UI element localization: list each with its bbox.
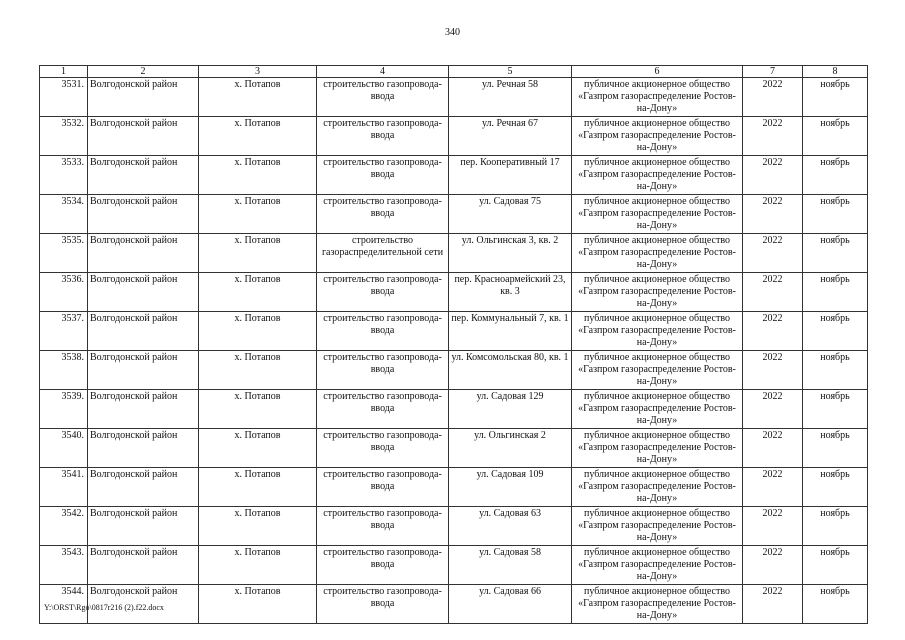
table-row xyxy=(40,429,868,468)
organization-cell: публичное акционерное общество «Газпром газораспределение Ростов-на-Дону» xyxy=(572,195,743,234)
address-cell: ул. Садовая 129 xyxy=(449,390,572,429)
work-type-cell: строительство газопровода-ввода xyxy=(317,78,449,117)
organization-cell: публичное акционерное общество «Газпром газораспределение Ростов-на-Дону» xyxy=(572,312,743,351)
column-number: 6 xyxy=(572,66,743,78)
address-cell: ул. Садовая 109 xyxy=(449,468,572,507)
row-number-cell: 3543. xyxy=(40,546,88,585)
address-cell: ул. Садовая 63 xyxy=(449,507,572,546)
organization-cell: публичное акционерное общество «Газпром газораспределение Ростов-на-Дону» xyxy=(572,468,743,507)
column-number: 2 xyxy=(88,66,199,78)
column-number: 8 xyxy=(803,66,868,78)
work-type-cell: строительство газопровода-ввода xyxy=(317,390,449,429)
address-cell: ул. Садовая 58 xyxy=(449,546,572,585)
work-type-cell: строительство газопровода-ввода xyxy=(317,273,449,312)
organization-cell: публичное акционерное общество «Газпром газораспределение Ростов-на-Дону» xyxy=(572,585,743,624)
address-cell: ул. Ольгинская 3, кв. 2 xyxy=(449,234,572,273)
row-number-cell: 3535. xyxy=(40,234,88,273)
organization-cell: публичное акционерное общество «Газпром газораспределение Ростов-на-Дону» xyxy=(572,273,743,312)
year-cell: 2022 xyxy=(743,117,803,156)
month-cell: ноябрь xyxy=(803,546,868,585)
organization-cell: публичное акционерное общество «Газпром газораспределение Ростов-на-Дону» xyxy=(572,546,743,585)
settlement-cell: х. Потапов xyxy=(199,390,317,429)
work-type-cell: строительство газопровода-ввода xyxy=(317,195,449,234)
settlement-cell: х. Потапов xyxy=(199,312,317,351)
district-cell: Волгодонской район xyxy=(88,117,199,156)
row-number-cell: 3537. xyxy=(40,312,88,351)
row-number-cell: 3538. xyxy=(40,351,88,390)
address-cell: ул. Речная 67 xyxy=(449,117,572,156)
year-cell: 2022 xyxy=(743,585,803,624)
column-number-row xyxy=(40,66,868,78)
settlement-cell: х. Потапов xyxy=(199,429,317,468)
month-cell: ноябрь xyxy=(803,390,868,429)
organization-cell: публичное акционерное общество «Газпром газораспределение Ростов-на-Дону» xyxy=(572,351,743,390)
column-number: 3 xyxy=(199,66,317,78)
row-number-cell: 3540. xyxy=(40,429,88,468)
month-cell: ноябрь xyxy=(803,117,868,156)
district-cell: Волгодонской район xyxy=(88,546,199,585)
work-type-cell: строительство газопровода-ввода xyxy=(317,312,449,351)
settlement-cell: х. Потапов xyxy=(199,273,317,312)
year-cell: 2022 xyxy=(743,468,803,507)
work-type-cell: строительство газопровода-ввода xyxy=(317,117,449,156)
address-cell: ул. Садовая 66 xyxy=(449,585,572,624)
work-type-cell: строительство газопровода-ввода xyxy=(317,156,449,195)
month-cell: ноябрь xyxy=(803,234,868,273)
table-row xyxy=(40,273,868,312)
table-row xyxy=(40,117,868,156)
row-number-cell: 3536. xyxy=(40,273,88,312)
gasification-table xyxy=(39,65,868,624)
district-cell: Волгодонской район xyxy=(88,468,199,507)
month-cell: ноябрь xyxy=(803,78,868,117)
row-number-cell: 3533. xyxy=(40,156,88,195)
address-cell: ул. Комсомольская 80, кв. 1 xyxy=(449,351,572,390)
district-cell: Волгодонской район xyxy=(88,507,199,546)
work-type-cell: строительство газопровода-ввода xyxy=(317,429,449,468)
year-cell: 2022 xyxy=(743,312,803,351)
year-cell: 2022 xyxy=(743,429,803,468)
table-row xyxy=(40,312,868,351)
settlement-cell: х. Потапов xyxy=(199,78,317,117)
district-cell: Волгодонской район xyxy=(88,585,199,624)
settlement-cell: х. Потапов xyxy=(199,546,317,585)
organization-cell: публичное акционерное общество «Газпром газораспределение Ростов-на-Дону» xyxy=(572,117,743,156)
district-cell: Волгодонской район xyxy=(88,351,199,390)
settlement-cell: х. Потапов xyxy=(199,507,317,546)
work-type-cell: строительство газораспределительной сети xyxy=(317,234,449,273)
organization-cell: публичное акционерное общество «Газпром газораспределение Ростов-на-Дону» xyxy=(572,78,743,117)
work-type-cell: строительство газопровода-ввода xyxy=(317,351,449,390)
row-number-cell: 3542. xyxy=(40,507,88,546)
address-cell: ул. Садовая 75 xyxy=(449,195,572,234)
month-cell: ноябрь xyxy=(803,312,868,351)
page-number: 340 xyxy=(445,27,460,38)
row-number-cell: 3532. xyxy=(40,117,88,156)
address-cell: пер. Красноармейский 23, кв. 3 xyxy=(449,273,572,312)
year-cell: 2022 xyxy=(743,195,803,234)
year-cell: 2022 xyxy=(743,78,803,117)
month-cell: ноябрь xyxy=(803,429,868,468)
work-type-cell: строительство газопровода-ввода xyxy=(317,507,449,546)
organization-cell: публичное акционерное общество «Газпром газораспределение Ростов-на-Дону» xyxy=(572,507,743,546)
column-number: 7 xyxy=(743,66,803,78)
year-cell: 2022 xyxy=(743,507,803,546)
table-row xyxy=(40,195,868,234)
organization-cell: публичное акционерное общество «Газпром газораспределение Ростов-на-Дону» xyxy=(572,234,743,273)
address-cell: пер. Кооперативный 17 xyxy=(449,156,572,195)
settlement-cell: х. Потапов xyxy=(199,585,317,624)
table-body xyxy=(40,66,868,624)
district-cell: Волгодонской район xyxy=(88,273,199,312)
row-number-cell: 3534. xyxy=(40,195,88,234)
month-cell: ноябрь xyxy=(803,468,868,507)
month-cell: ноябрь xyxy=(803,507,868,546)
settlement-cell: х. Потапов xyxy=(199,351,317,390)
settlement-cell: х. Потапов xyxy=(199,156,317,195)
table-row xyxy=(40,390,868,429)
year-cell: 2022 xyxy=(743,351,803,390)
table-row xyxy=(40,156,868,195)
table-row xyxy=(40,507,868,546)
year-cell: 2022 xyxy=(743,390,803,429)
table-row xyxy=(40,351,868,390)
column-number: 5 xyxy=(449,66,572,78)
address-cell: ул. Речная 58 xyxy=(449,78,572,117)
address-cell: пер. Коммунальный 7, кв. 1 xyxy=(449,312,572,351)
month-cell: ноябрь xyxy=(803,585,868,624)
row-number-cell: 3539. xyxy=(40,390,88,429)
year-cell: 2022 xyxy=(743,273,803,312)
work-type-cell: строительство газопровода-ввода xyxy=(317,546,449,585)
district-cell: Волгодонской район xyxy=(88,78,199,117)
district-cell: Волгодонской район xyxy=(88,429,199,468)
table-row xyxy=(40,468,868,507)
table-row xyxy=(40,234,868,273)
district-cell: Волгодонской район xyxy=(88,312,199,351)
settlement-cell: х. Потапов xyxy=(199,468,317,507)
district-cell: Волгодонской район xyxy=(88,390,199,429)
district-cell: Волгодонской район xyxy=(88,156,199,195)
work-type-cell: строительство газопровода-ввода xyxy=(317,468,449,507)
organization-cell: публичное акционерное общество «Газпром газораспределение Ростов-на-Дону» xyxy=(572,429,743,468)
year-cell: 2022 xyxy=(743,546,803,585)
month-cell: ноябрь xyxy=(803,156,868,195)
month-cell: ноябрь xyxy=(803,351,868,390)
row-number-cell: 3531. xyxy=(40,78,88,117)
settlement-cell: х. Потапов xyxy=(199,234,317,273)
organization-cell: публичное акционерное общество «Газпром газораспределение Ростов-на-Дону» xyxy=(572,390,743,429)
district-cell: Волгодонской район xyxy=(88,234,199,273)
row-number-cell: 3544. xyxy=(40,585,88,624)
organization-cell: публичное акционерное общество «Газпром газораспределение Ростов-на-Дону» xyxy=(572,156,743,195)
column-number: 4 xyxy=(317,66,449,78)
work-type-cell: строительство газопровода-ввода xyxy=(317,585,449,624)
table-row xyxy=(40,78,868,117)
year-cell: 2022 xyxy=(743,156,803,195)
settlement-cell: х. Потапов xyxy=(199,195,317,234)
settlement-cell: х. Потапов xyxy=(199,117,317,156)
month-cell: ноябрь xyxy=(803,195,868,234)
month-cell: ноябрь xyxy=(803,273,868,312)
year-cell: 2022 xyxy=(743,234,803,273)
row-number-cell: 3541. xyxy=(40,468,88,507)
address-cell: ул. Ольгинская 2 xyxy=(449,429,572,468)
column-number: 1 xyxy=(40,66,88,78)
table-row xyxy=(40,546,868,585)
district-cell: Волгодонской район xyxy=(88,195,199,234)
file-path-footer: Y:\ORST\Rgo\0817r216 (2).f22.docx xyxy=(44,603,164,612)
